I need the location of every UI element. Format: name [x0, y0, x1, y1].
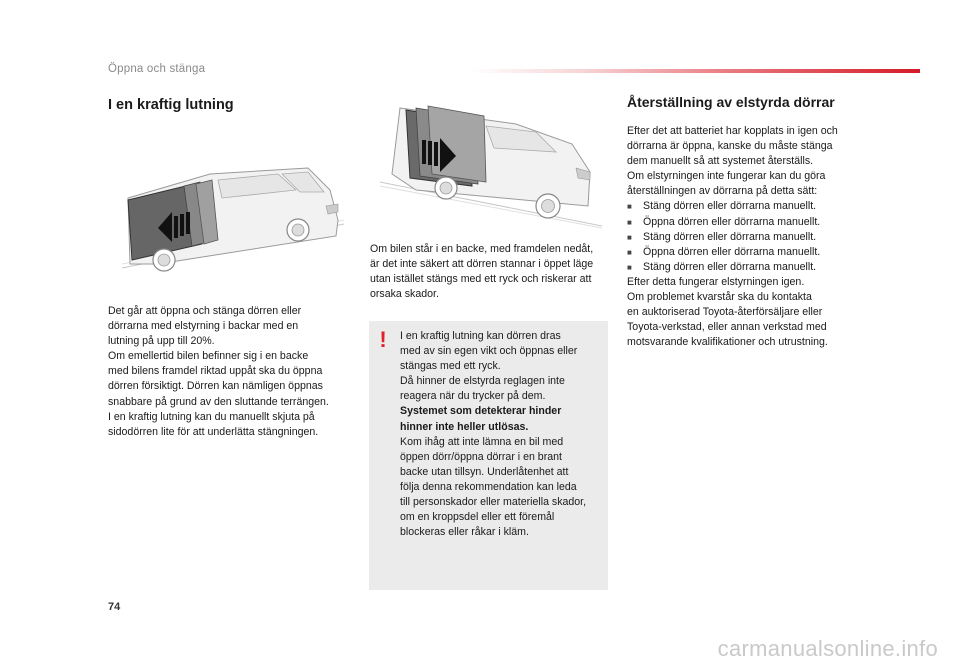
- square-bullet-icon: ■: [627, 262, 632, 272]
- warning-line: I en kraftig lutning kan dörren dras: [400, 330, 561, 342]
- step-text: Stäng dörren eller dörrarna manuellt.: [643, 200, 817, 213]
- step-text: Öppna dörren eller dörrarna manuellt.: [643, 215, 821, 228]
- van-downhill-illustration: [376, 100, 606, 228]
- reset-steps-list: [627, 199, 867, 274]
- reset-intro: Efter det att batteriet har kopplats in igen och dörrarna är öppna, kanske du måste stänga dem manuellt så att systemet återställs. Om elstyrningen inte fungerar kan du göra återställningen av dörrarna på detta sätt:: [627, 125, 838, 198]
- list-item: [627, 245, 867, 260]
- steep-slope-paragraph: Det går att öppna och stänga dörren eller dörrarna med elstyrning i backar med en lutning på upp till 20%. Om emellertid bilen befinner sig i en backe med bilens framdel riktad uppåt ska du öppna dörren försiktigt. Dörren kan nämligen öppnas snabbare på grund av den sluttande terrängen. I en kraftig lutning kan du manuellt skjuta på sidodörren lite för att underlätta stängningen.: [108, 305, 329, 438]
- section-title: Öppna och stänga: [108, 63, 206, 75]
- step-text: Stäng dörren eller dörrarna manuellt.: [643, 230, 817, 243]
- warning-text: [400, 329, 605, 540]
- warning-line: Då hinner de elstyrda reglagen inte: [400, 375, 565, 388]
- page-number: 74: [108, 601, 121, 613]
- watermark: carmanualsonline.info: [717, 636, 938, 661]
- warning-line: backe utan tillsyn. Underlåtenhet att: [400, 465, 569, 478]
- square-bullet-icon: ■: [627, 202, 632, 212]
- van-slope-illustration: [118, 160, 348, 272]
- door-reset-section: [627, 124, 867, 350]
- square-bullet-icon: ■: [627, 247, 632, 257]
- warning-line: blockeras eller råkar i kläm.: [400, 526, 529, 539]
- list-item: [627, 260, 867, 275]
- warning-line: stängas med ett ryck.: [400, 360, 501, 373]
- header-accent-bar: [470, 69, 920, 73]
- warning-line: till personskador eller materiella skador,: [400, 496, 587, 509]
- list-item: [627, 215, 867, 230]
- step-text: Öppna dörren eller dörrarna manuellt.: [643, 245, 821, 258]
- warning-line: öppen dörr/öppna dörrar i en brant: [400, 450, 562, 463]
- step-text: Stäng dörren eller dörrarna manuellt.: [643, 260, 817, 273]
- warning-line: Kom ihåg att inte lämna en bil med: [400, 435, 564, 448]
- heading-door-reset: Återställning av elstyrda dörrar: [627, 94, 835, 110]
- reset-outro: Efter detta fungerar elstyrningen igen. Om problemet kvarstår ska du kontakta en auktoriserad Toyota-återförsäljare eller Toyota-verkstad, eller annan verkstad med motsvarande kvalifikationer och utrustning.: [627, 275, 828, 349]
- square-bullet-icon: ■: [627, 232, 632, 242]
- warning-line: reagera när du trycker på dem.: [400, 390, 546, 403]
- exclamation-icon: !: [379, 327, 387, 352]
- warning-bold-line: Systemet som detekterar hinder: [400, 405, 562, 418]
- warning-line: med av sin egen vikt och öppnas eller: [400, 345, 578, 358]
- warning-line: följa denna rekommendation kan leda: [400, 480, 577, 493]
- warning-bold-line: hinner inte heller utlösas.: [400, 420, 529, 433]
- list-item: [627, 230, 867, 245]
- list-item: [627, 199, 867, 214]
- warning-line: om en kroppsdel eller ett föremål: [400, 511, 555, 524]
- downhill-paragraph: Om bilen står i en backe, med framdelen nedåt, är det inte säkert att dörren stannar i öppet läge utan istället stängs med ett ryck och riskerar att orsaka skador.: [370, 243, 594, 301]
- heading-steep-slope: I en kraftig lutning: [108, 97, 234, 113]
- square-bullet-icon: ■: [627, 217, 632, 227]
